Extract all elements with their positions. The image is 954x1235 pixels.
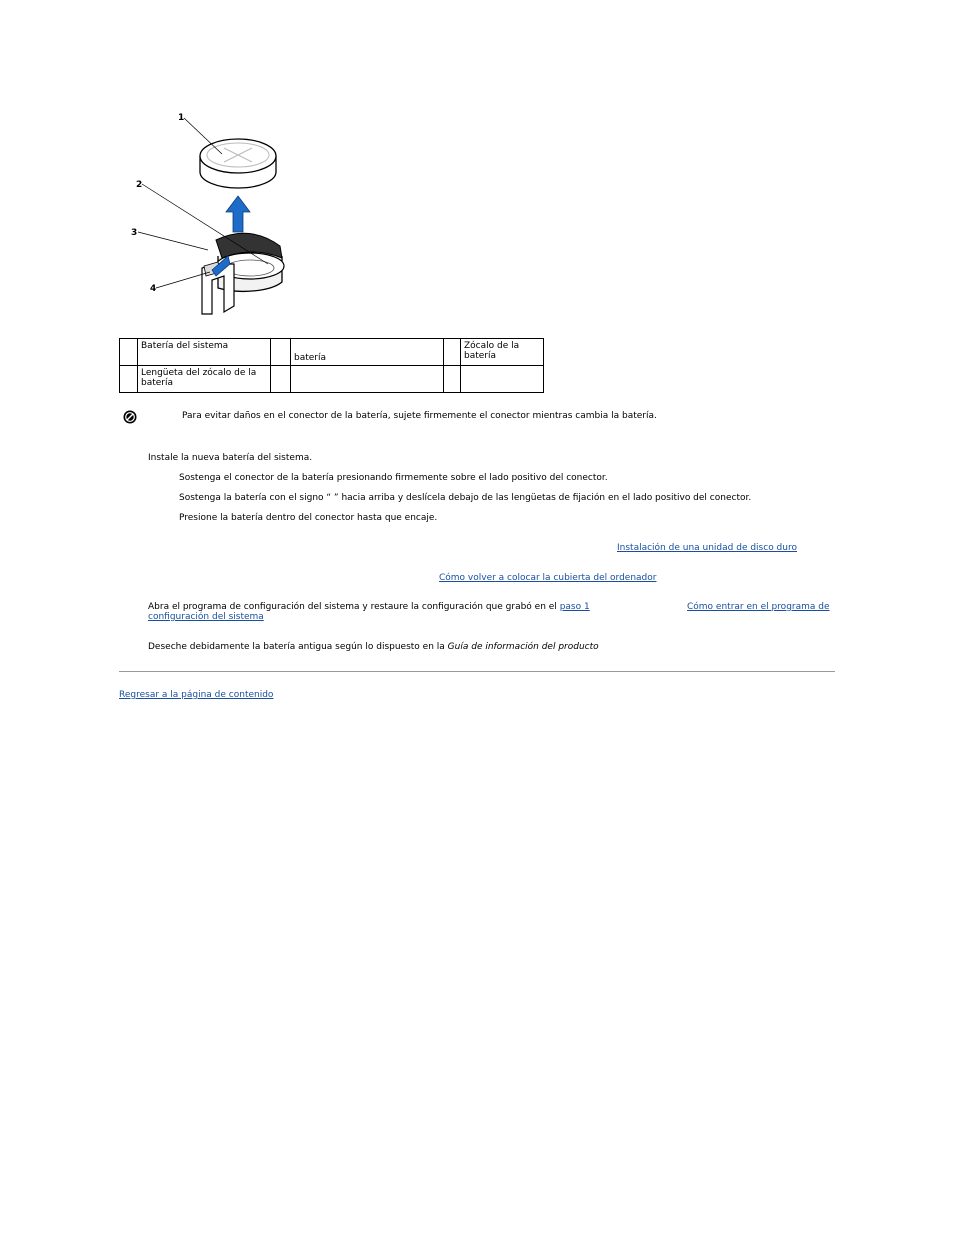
- notice-text: Para evitar daños en el conector de la batería, sujete firmemente el conector mientras cambia la batería.: [182, 411, 657, 421]
- step-restore-setup: [148, 602, 590, 612]
- callout-number-2: 2: [136, 180, 143, 190]
- restore-setup-text: Abra el programa de configuración del sistema y restaure la configuración que grabó en el: [148, 602, 557, 612]
- callout-label-system-battery: Batería del sistema: [138, 339, 271, 366]
- table-row: [120, 366, 544, 393]
- link-replace-cover[interactable]: Cómo volver a colocar la cubierta del ordenador: [439, 573, 657, 583]
- product-info-guide-title: Guía de información del producto: [447, 642, 599, 652]
- step-dispose-battery: [148, 642, 599, 652]
- substep-hold-connector: Sostenga el conector de la batería presionando firmemente sobre el lado positivo del conector.: [179, 473, 608, 483]
- horizontal-divider: [119, 671, 835, 672]
- callout-number-3: 3: [131, 228, 138, 238]
- link-back-to-contents[interactable]: Regresar a la página de contenido: [119, 690, 274, 700]
- callout-number-cell: [120, 339, 138, 366]
- callout-label-battery: batería: [291, 339, 444, 366]
- step-install-battery: Instale la nueva batería del sistema.: [148, 453, 313, 463]
- callout-label-empty: [291, 366, 444, 393]
- callout-number-cell: [444, 339, 461, 366]
- link-enter-setup-line1[interactable]: Cómo entrar en el programa de: [687, 602, 830, 612]
- substep-press-battery: Presione la batería dentro del conector hasta que encaje.: [179, 513, 438, 523]
- link-step-1[interactable]: paso 1: [559, 602, 590, 612]
- battery-replacement-figure: [118, 106, 298, 328]
- callout-label-battery-socket: Zócalo de la batería: [461, 339, 544, 366]
- callout-number-cell: [271, 366, 291, 393]
- callout-number-cell: [271, 339, 291, 366]
- dispose-text: Deseche debidamente la batería antigua según lo dispuesto en la: [148, 642, 445, 652]
- coin-battery-illustration: [200, 139, 276, 188]
- table-row: [120, 339, 544, 366]
- callout-legend-table: [119, 338, 544, 393]
- link-install-hard-drive[interactable]: Instalación de una unidad de disco duro: [617, 543, 797, 553]
- callout-number-1: 1: [178, 113, 185, 123]
- callout-number-cell: [120, 366, 138, 393]
- notice-icon: [123, 410, 137, 424]
- battery-socket-illustration: [202, 233, 284, 314]
- link-enter-setup-line2[interactable]: configuración del sistema: [148, 612, 264, 622]
- callout-label-empty: [461, 366, 544, 393]
- up-arrow-icon: [226, 196, 250, 232]
- substep-slide-battery: Sostenga la batería con el signo “ ” hacia arriba y deslícela debajo de las lengüetas de fijación en el lado positivo del conector.: [179, 493, 752, 503]
- callout-label-socket-tab: Lengüeta del zócalo de la batería: [138, 366, 271, 393]
- callout-number-4: 4: [150, 284, 157, 294]
- callout-number-cell: [444, 366, 461, 393]
